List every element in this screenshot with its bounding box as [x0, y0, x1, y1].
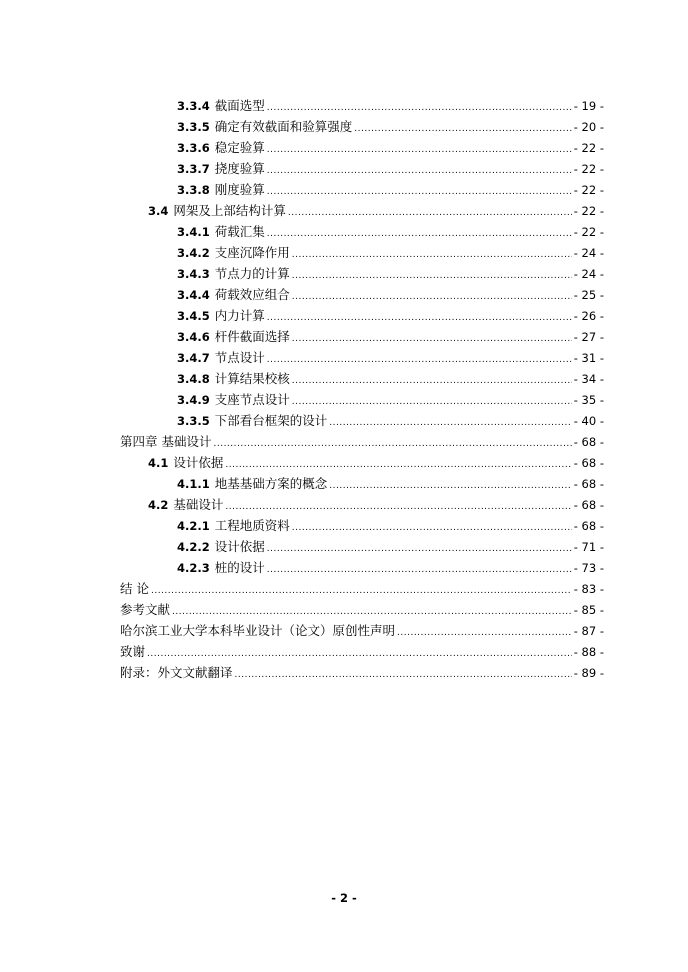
toc-entry-number: 3.4.8	[177, 372, 210, 386]
dot-leader	[267, 98, 572, 118]
toc-entry-title: 支座节点设计	[214, 392, 290, 407]
toc-entry-page: - 22 -	[573, 225, 604, 239]
toc-entry-page: - 68 -	[573, 477, 604, 491]
toc-entry[interactable]	[177, 537, 604, 557]
toc-entry-title: 刚度验算	[214, 182, 265, 197]
dot-leader	[267, 224, 572, 244]
toc-entry[interactable]	[177, 327, 604, 347]
toc-entry[interactable]	[120, 432, 604, 452]
toc-entry[interactable]	[177, 159, 604, 179]
toc-entry-title: 第四章 基础设计	[120, 434, 212, 449]
toc-entry-title: 支座沉降作用	[214, 245, 290, 260]
toc-entry-title: 杆件截面选择	[214, 329, 290, 344]
toc-entry-number: 3.4.7	[177, 351, 210, 365]
toc-entry-page: - 71 -	[573, 540, 604, 554]
dot-leader	[172, 602, 572, 622]
toc-entry[interactable]	[177, 348, 604, 368]
toc-entry-page: - 22 -	[573, 162, 604, 176]
toc-entry-page: - 68 -	[573, 498, 604, 512]
toc-entry-page: - 31 -	[573, 351, 604, 365]
toc-entry[interactable]	[177, 180, 604, 200]
toc-entry-page: - 40 -	[573, 414, 604, 428]
toc-entry-title: 下部看台框架的设计	[214, 413, 328, 428]
dot-leader	[354, 119, 571, 139]
toc-entry-number: 4.1.1	[177, 477, 210, 491]
toc-entry-number: 3.4.1	[177, 225, 210, 239]
dot-leader	[288, 203, 572, 223]
toc-entry[interactable]	[177, 411, 604, 431]
dot-leader	[225, 497, 571, 517]
toc-entry-page: - 34 -	[573, 372, 604, 386]
toc-entry[interactable]	[120, 663, 604, 683]
toc-entry-title: 荷载汇集	[214, 224, 265, 239]
dot-leader	[397, 623, 572, 643]
dot-leader	[213, 434, 571, 454]
toc-entry-title: 工程地质资料	[214, 518, 290, 533]
toc-entry-page: - 83 -	[573, 582, 604, 596]
toc-entry-title: 设计依据	[214, 539, 265, 554]
toc-entry-number: 3.4	[148, 204, 169, 218]
dot-leader	[292, 266, 572, 286]
toc-entry-title: 稳定验算	[214, 140, 265, 155]
dot-leader	[292, 371, 572, 391]
dot-leader	[267, 560, 572, 580]
toc-entry-title: 致谢	[120, 644, 146, 659]
toc-entry-page: - 19 -	[573, 99, 604, 113]
toc-entry-page: - 73 -	[573, 561, 604, 575]
toc-entry[interactable]	[177, 558, 604, 578]
toc-entry-title: 内力计算	[214, 308, 265, 323]
dot-leader	[267, 161, 572, 181]
dot-leader	[292, 245, 572, 265]
toc-entry-number: 4.2.2	[177, 540, 210, 554]
dot-leader	[292, 392, 572, 412]
toc-entry-number: 3.4.3	[177, 267, 210, 281]
dot-leader	[235, 665, 572, 685]
dot-leader	[151, 581, 572, 601]
toc-entry-number: 3.3.7	[177, 162, 210, 176]
toc-entry-title: 荷载效应组合	[214, 287, 290, 302]
toc-entry-page: - 89 -	[573, 666, 604, 680]
toc-entry[interactable]	[177, 222, 604, 242]
dot-leader	[267, 308, 572, 328]
toc-entry-page: - 35 -	[573, 393, 604, 407]
toc-entry-title: 设计依据	[173, 455, 224, 470]
toc-entry-page: - 25 -	[573, 288, 604, 302]
toc-entry-number: 3.3.4	[177, 99, 210, 113]
toc-entry-page: - 68 -	[573, 519, 604, 533]
toc-entry-page: - 26 -	[573, 309, 604, 323]
toc-entry[interactable]	[177, 243, 604, 263]
toc-entry[interactable]	[177, 285, 604, 305]
toc-entry-page: - 68 -	[573, 435, 604, 449]
dot-leader	[329, 413, 571, 433]
toc-entry-page: - 24 -	[573, 246, 604, 260]
dot-leader	[292, 518, 572, 538]
toc-entry-title: 计算结果校核	[214, 371, 290, 386]
toc-entry-number: 4.1	[148, 456, 169, 470]
toc-entry-number: 3.3.8	[177, 183, 210, 197]
toc-entry[interactable]	[177, 96, 604, 116]
toc-entry[interactable]	[120, 642, 604, 662]
toc-entry-title: 节点力的计算	[214, 266, 290, 281]
dot-leader	[329, 476, 571, 496]
toc-entry-number: 3.4.5	[177, 309, 210, 323]
dot-leader	[147, 644, 572, 664]
toc-entry-page: - 88 -	[573, 645, 604, 659]
toc-entry-title: 确定有效截面和验算强度	[214, 119, 353, 134]
toc-entry[interactable]	[177, 306, 604, 326]
toc-entry-page: - 27 -	[573, 330, 604, 344]
toc-entry[interactable]	[148, 201, 604, 221]
toc-entry-title: 挠度验算	[214, 161, 265, 176]
page-number: - 2 -	[331, 891, 357, 905]
toc-entry[interactable]	[148, 453, 604, 473]
toc-entry-number: 3.4.9	[177, 393, 210, 407]
toc-entry[interactable]	[148, 495, 604, 515]
toc-entry-page: - 24 -	[573, 267, 604, 281]
dot-leader	[225, 455, 571, 475]
toc-entry-number: 4.2	[148, 498, 169, 512]
dot-leader	[267, 350, 572, 370]
toc-entry[interactable]	[177, 264, 604, 284]
dot-leader	[292, 287, 572, 307]
toc-entry[interactable]	[177, 117, 604, 137]
toc-entry-page: - 22 -	[573, 183, 604, 197]
toc-entry-title: 桩的设计	[214, 560, 265, 575]
toc-entry-page: - 85 -	[573, 603, 604, 617]
toc-entry[interactable]	[177, 516, 604, 536]
toc-entry-number: 4.2.1	[177, 519, 210, 533]
toc-entry-title: 附录：外文文献翻译	[120, 665, 233, 680]
toc-entry-page: - 20 -	[573, 120, 604, 134]
toc-entry-number: 3.4.2	[177, 246, 210, 260]
toc-entry-title: 基础设计	[173, 497, 224, 512]
toc-entry-title: 网架及上部结构计算	[173, 203, 286, 218]
toc-entry[interactable]	[120, 600, 604, 620]
toc-entry-title: 地基基础方案的概念	[214, 476, 328, 491]
dot-leader	[292, 329, 572, 349]
toc-entry-number: 3.4.4	[177, 288, 210, 302]
toc-entry[interactable]	[177, 138, 604, 158]
toc-entry[interactable]	[177, 474, 604, 494]
dot-leader	[267, 539, 572, 559]
toc-entry-page: - 22 -	[573, 141, 604, 155]
dot-leader	[267, 140, 572, 160]
toc-entry-title: 哈尔滨工业大学本科毕业设计（论文）原创性声明	[120, 623, 396, 638]
dot-leader	[267, 182, 572, 202]
toc-entry-number: 4.2.3	[177, 561, 210, 575]
toc-entry-page: - 87 -	[573, 624, 604, 638]
toc-entry-title: 截面选型	[214, 98, 265, 113]
toc-entry[interactable]	[177, 390, 604, 410]
toc-entry-number: 3.3.5	[177, 120, 210, 134]
toc-entry-title: 结 论	[120, 581, 149, 596]
toc-entry[interactable]	[177, 369, 604, 389]
toc-entry-title: 节点设计	[214, 350, 265, 365]
toc-entry-number: 3.3.6	[177, 141, 210, 155]
toc-entry[interactable]	[120, 621, 604, 641]
toc-entry-page: - 68 -	[573, 456, 604, 470]
toc-entry-number: 3.4.6	[177, 330, 210, 344]
toc-entry[interactable]	[120, 579, 604, 599]
toc-entry-number: 3.3.5	[177, 414, 210, 428]
toc-entry-page: - 22 -	[573, 204, 604, 218]
toc-entry-title: 参考文献	[120, 602, 171, 617]
